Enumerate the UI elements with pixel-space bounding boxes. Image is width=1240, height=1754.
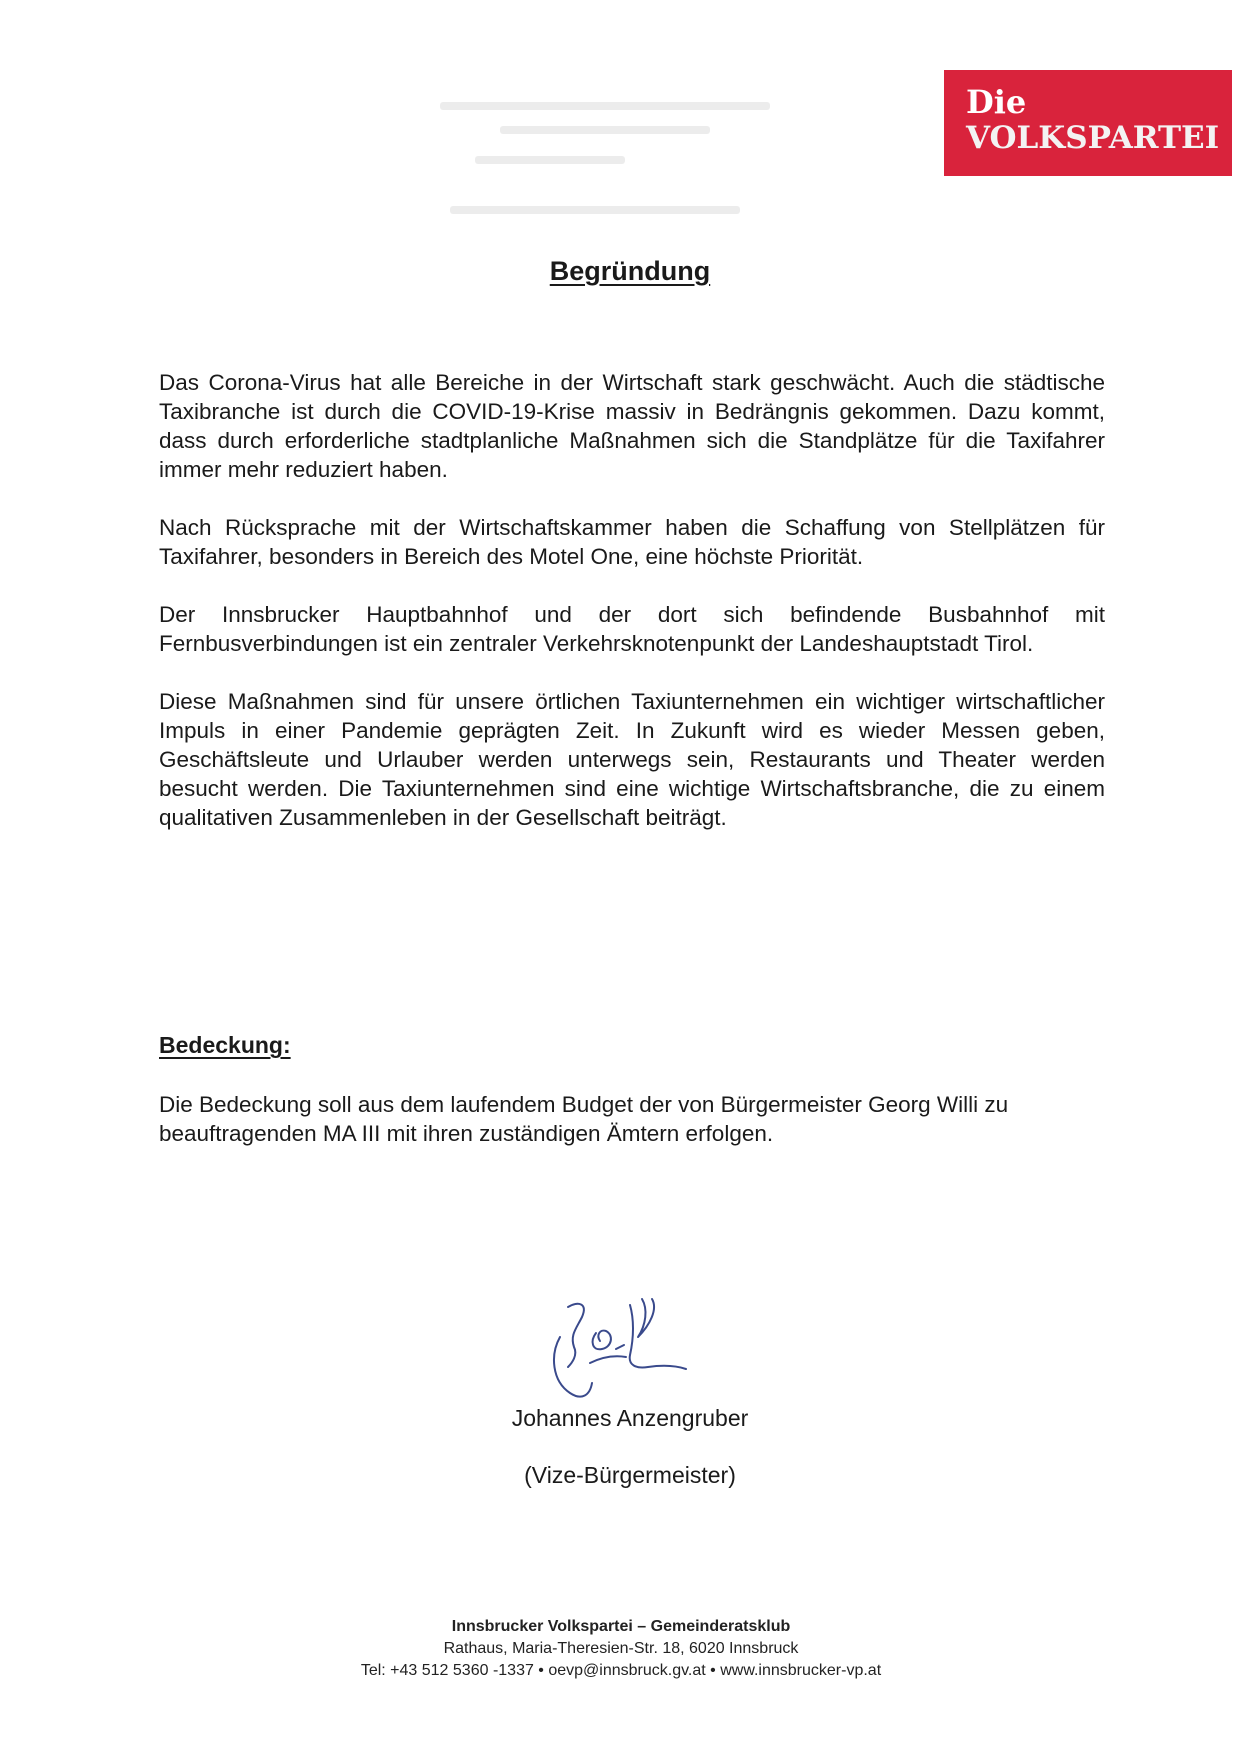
logo-line-1: Die xyxy=(966,83,1027,121)
party-logo xyxy=(944,70,1232,176)
page-title: Begründung xyxy=(549,256,711,286)
signer-role: (Vize-Bürgermeister) xyxy=(524,1462,736,1488)
paragraph-4: Diese Maßnahmen sind für unsere örtlichen Taxiunternehmen ein wichtiger wirtschaftlicher Impuls in einer Pandemie geprägten Zeit. In Zukunft wird es wieder Messen geben, Geschäftsleute und Urlauber werden unterwegs sein, Restaurants und Theater werden besucht werden. Die Taxiunternehmen sind eine wichtige Wirtschaftsbranche, die zu einem qualitativen Zusammenleben in der Gesellschaft beiträgt. xyxy=(159,689,1105,830)
letter-footer xyxy=(0,1616,1240,1682)
footer-address: Rathaus, Maria-Theresien-Str. 18, 6020 Innsbruck xyxy=(443,1640,799,1657)
bedeckung-text: Die Bedeckung soll aus dem laufendem Budget der von Bürgermeister Georg Willi zu beauftragenden MA III mit ihren zuständigen Ämtern erfolgen. xyxy=(159,1092,1009,1146)
justification-text xyxy=(159,368,1105,861)
signer-name: Johannes Anzengruber xyxy=(511,1405,749,1431)
faded-stamp-residue xyxy=(440,96,770,246)
bedeckung-heading: Bedeckung: xyxy=(159,1032,291,1058)
paragraph-1: Das Corona-Virus hat alle Bereiche in der Wirtschaft stark geschwächt. Auch die städtische Taxibranche ist durch die COVID-19-Krise massiv in Bedrängnis gekommen. Dazu kommt, dass durch erforderliche stadtplanliche Maßnahmen sich die Standplätze für die Taxifahrer immer mehr reduziert haben. xyxy=(159,370,1105,482)
footer-contact: Tel: +43 512 5360 -1337 • oevp@innsbruck.gv.at • www.innsbrucker-vp.at xyxy=(360,1662,882,1679)
paragraph-2: Nach Rücksprache mit der Wirtschaftskammer haben die Schaffung von Stellplätzen für Taxifahrer, besonders in Bereich des Motel One, eine höchste Priorität. xyxy=(159,515,1105,569)
logo-line-2: VOLKSPARTEI xyxy=(966,120,1220,156)
paragraph-3: Der Innsbrucker Hauptbahnhof und der dort sich befindende Busbahnhof mit Fernbusverbindungen ist ein zentraler Verkehrsknotenpunkt der Landeshauptstadt Tirol. xyxy=(159,602,1105,656)
handwritten-signature xyxy=(530,1285,720,1415)
footer-organization: Innsbrucker Volkspartei – Gemeinderatsklub xyxy=(451,1618,791,1635)
